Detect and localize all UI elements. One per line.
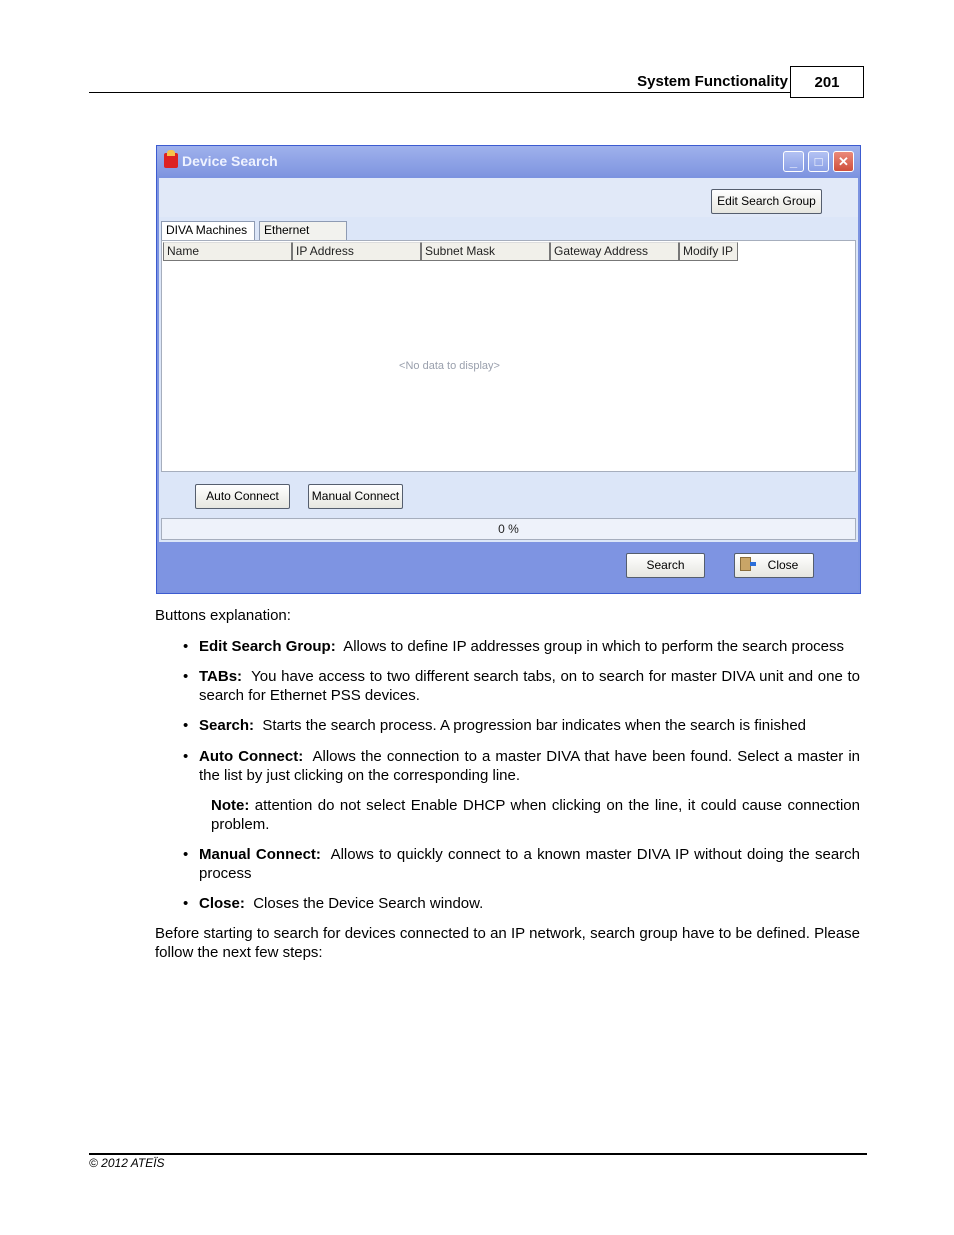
bullet-text: Allows the connection to a master DIVA that have been found. Select a master in the list by just clicking on the corresponding line. [199,748,860,784]
auto-connect-button[interactable]: Auto Connect [195,484,290,509]
window-title: Device Search [182,153,278,169]
list-item [199,667,860,705]
copyright: © 2012 ATEÏS [89,1156,165,1170]
search-button[interactable]: Search [626,553,705,578]
edit-search-group-button[interactable]: Edit Search Group [711,189,822,214]
intro-text: Buttons explanation: [155,607,291,624]
tab-ethernet-psss[interactable]: Ethernet [259,221,347,240]
header-rule [89,92,791,93]
list-item [199,845,860,883]
column-header-modify-ip[interactable]: Modify IP [679,242,738,261]
bullet-text: You have access to two different search tabs, on to search for master DIVA unit and one to search for Ethernet PSS devices. [199,668,860,704]
bullet-text: Closes the Device Search window. [253,895,484,912]
tab-diva-machines[interactable]: DIVA Machines [161,221,255,240]
minimize-button[interactable]: _ [783,151,804,172]
column-header-name[interactable]: Name [163,242,292,261]
column-header-gateway-address[interactable]: Gateway Address [550,242,679,261]
empty-grid-message: <No data to display> [399,360,500,372]
bullet-term: Search: [199,717,255,734]
bottom-toolbar [159,542,858,591]
top-toolbar [159,178,858,217]
title-bar[interactable] [157,146,860,176]
bullet-text: Allows to quickly connect to a known master DIVA IP without doing the search process [199,846,860,882]
bullet-text: Starts the search process. A progression bar indicates when the search is finished [262,717,807,734]
bullet-dot: • [183,895,189,912]
column-header-subnet-mask[interactable]: Subnet Mask [421,242,550,261]
window-client-area [159,178,858,591]
progress-text: 0 % [498,522,519,536]
device-grid[interactable] [161,240,856,472]
bullet-dot: • [183,638,189,655]
bullet-dot: • [183,717,189,734]
note-label: Note: [211,797,250,814]
list-item [199,747,860,785]
close-button[interactable] [734,553,814,578]
close-button-label: Close [767,558,799,572]
connect-toolbar [159,474,858,516]
bullet-dot: • [183,846,189,863]
bullet-term: Manual Connect: [199,846,321,863]
bullet-dot: • [183,668,189,685]
tab-strip [159,218,858,240]
exit-door-icon [740,557,751,571]
section-title: System Functionality [637,73,788,90]
bullet-term: TABs: [199,668,243,685]
close-window-button[interactable]: ✕ [833,151,854,172]
bullet-term: Close: [199,895,245,912]
list-item [199,716,860,735]
search-progress-bar [161,518,856,540]
column-header-ip-address[interactable]: IP Address [292,242,421,261]
note-text: attention do not select Enable DHCP when clicking on the line, it could cause connection problem. [211,797,860,833]
device-search-window [156,145,861,594]
page-number: 201 [790,66,864,98]
bullet-dot: • [183,748,189,765]
list-item [199,894,860,913]
bullet-term: Edit Search Group: [199,638,336,655]
note-paragraph [211,796,860,834]
bullet-term: Auto Connect: [199,748,304,765]
outro-paragraph: Before starting to search for devices connected to an IP network, search group have to be defined. Please follow the next few steps: [155,925,860,961]
footer-rule [89,1153,867,1155]
bullet-text: Allows to define IP addresses group in which to perform the search process [343,638,845,655]
manual-connect-button[interactable]: Manual Connect [308,484,403,509]
list-item [199,637,860,656]
app-icon [164,153,178,168]
maximize-button[interactable]: □ [808,151,829,172]
